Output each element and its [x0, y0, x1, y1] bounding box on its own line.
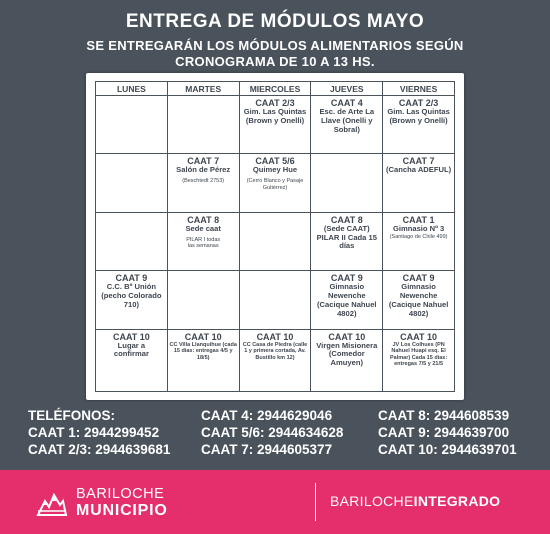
caat-location: Lugar a confirmar [113, 340, 149, 359]
schedule-row [96, 329, 455, 391]
caat-location: Virgen Misionera (Comedor Amuyen) [316, 340, 378, 368]
caat-location: Gimnasio Nº 3 [392, 223, 445, 233]
brand-line-2: MUNICIPIO [76, 502, 168, 519]
caat-location: C.C. Bº Unión (pecho Colorado 710) [101, 282, 162, 309]
schedule-cell [311, 329, 383, 391]
phone-entry: CAAT 5/6: 2944634628 [201, 425, 344, 440]
schedule-cell [96, 329, 168, 391]
caat-heading: CAAT 9 [115, 273, 148, 284]
caat-location: Gim. Las Quintas (Brown y Onelli) [387, 107, 450, 125]
schedule-cell [239, 96, 311, 154]
caat-heading: CAAT 10 [112, 331, 150, 342]
footer-divider [315, 483, 316, 521]
bariloche-mountain-logo-icon [36, 487, 68, 517]
caat-heading: CAAT 1 [402, 214, 435, 225]
caat-heading: CAAT 10 [256, 331, 294, 342]
caat-location: (Sede CAAT) PILAR II Cada 15 días [316, 223, 377, 251]
day-header-friday: VIERNES [383, 82, 455, 96]
day-header-wednesday: MIERCOLES [239, 82, 311, 96]
caat-note: PILAR I todas las semanas [186, 236, 221, 250]
caat-address: (Cerro Blanco y Pasaje Gutiérrez) [246, 178, 304, 191]
schedule-cell [167, 154, 239, 212]
phone-entry: CAAT 1: 2944299452 [28, 425, 160, 440]
schedule-cell [311, 212, 383, 270]
phone-entry: CAAT 10: 2944639701 [378, 442, 517, 457]
slogan [330, 493, 500, 509]
schedule-cell-empty [96, 154, 168, 212]
phones-label: TELÉFONOS: [28, 408, 115, 423]
caat-heading: CAAT 7 [402, 156, 435, 167]
footer-bar [0, 470, 550, 534]
caat-address: (Beschtedt 2753) [182, 178, 225, 185]
schedule-cell-empty [167, 271, 239, 329]
schedule-header-row [96, 82, 455, 96]
subtitle-line-2: CRONOGRAMA DE 10 A 13 HS. [175, 54, 375, 69]
schedule-sheet [86, 73, 464, 400]
schedule-cell [239, 154, 311, 212]
phone-entry: CAAT 7: 2944605377 [201, 442, 333, 457]
schedule-cell [383, 96, 455, 154]
caat-location: Salón de Pérez [176, 165, 231, 175]
schedule-row [96, 96, 455, 154]
caat-heading: CAAT 2/3 [398, 98, 439, 108]
schedule-cell [383, 271, 455, 329]
caat-location: (Cancha ADEFUL) [386, 165, 452, 175]
schedule-cell [383, 154, 455, 212]
schedule-row [96, 271, 455, 329]
day-header-monday: LUNES [96, 82, 168, 96]
subtitle-line-1: SE ENTREGARÁN LOS MÓDULOS ALIMENTARIOS SEGÚN [86, 38, 464, 53]
phone-entry: CAAT 8: 2944608539 [378, 408, 510, 423]
schedule-row [96, 212, 455, 270]
caat-location: Sede caat [185, 223, 221, 233]
schedule-cell-empty [239, 271, 311, 329]
schedule-cell [239, 329, 311, 391]
schedule-cell [311, 96, 383, 154]
caat-heading: CAAT 9 [402, 273, 435, 284]
caat-heading: CAAT 2/3 [255, 98, 295, 108]
caat-heading: CAAT 9 [330, 273, 363, 284]
schedule-cell [167, 329, 239, 391]
caat-heading: CAAT 10 [184, 331, 222, 342]
caat-heading: CAAT 8 [330, 214, 363, 225]
schedule-cell [167, 212, 239, 270]
schedule-cell-empty [96, 212, 168, 270]
header-subtitle [60, 38, 490, 70]
caat-address: JV Los Colhues (PN Nahuel Huapi esq. El Palmar) Cada 15 días: entregas 7/5 y 21/5 [390, 341, 448, 368]
phone-entry: CAAT 4: 2944629046 [201, 408, 333, 423]
brand-line-1: BARILOCHE [76, 486, 165, 502]
caat-heading: CAAT 7 [187, 156, 220, 167]
slogan-bold: INTEGRADO [413, 493, 501, 509]
caat-heading: CAAT 10 [328, 331, 366, 342]
schedule-cell-empty [167, 96, 239, 154]
schedule-cell [383, 212, 455, 270]
phone-entry: CAAT 9: 2944639700 [378, 425, 510, 440]
caat-heading: CAAT 8 [187, 214, 220, 225]
caat-address: (Santiago de Chile 499) [389, 233, 448, 240]
caat-heading: CAAT 10 [400, 331, 438, 342]
caat-location: Esc. de Arte La Llave (Onelli y Sobral) [319, 107, 375, 134]
caat-location: Gimnasio Newenche (Cacique Nahuel 4802) [317, 282, 377, 318]
schedule-cell [96, 271, 168, 329]
slogan-regular: BARILOCHE [330, 493, 414, 509]
caat-address: CC Villa Llanquihue (cada 15 dias: entregas 4/5 y 18/5) [169, 341, 237, 361]
schedule-cell [383, 329, 455, 391]
schedule-cell [311, 271, 383, 329]
caat-location: Gim. Las Quintas (Brown y Onelli) [243, 107, 307, 125]
caat-heading: CAAT 5/6 [255, 156, 295, 167]
schedule-cell-empty [311, 154, 383, 212]
schedule-cell-empty [239, 212, 311, 270]
caat-location: Quimey Hue [252, 165, 298, 175]
schedule-cell-empty [96, 96, 168, 154]
day-header-tuesday: MARTES [167, 82, 239, 96]
day-header-thursday: JUEVES [311, 82, 383, 96]
schedule-table [95, 81, 455, 392]
header-title: ENTREGA DE MÓDULOS MAYO [125, 11, 425, 32]
caat-address: CC Casa de Piedra (calle 1 y primera cortada, Av. Bustillo km 12) [242, 341, 308, 361]
caat-location: Gimnasio Newenche (Cacique Nahuel 4802) [388, 282, 449, 318]
caat-heading: CAAT 4 [330, 98, 363, 108]
schedule-row [96, 154, 455, 212]
phone-entry: CAAT 2/3: 2944639681 [28, 442, 171, 457]
